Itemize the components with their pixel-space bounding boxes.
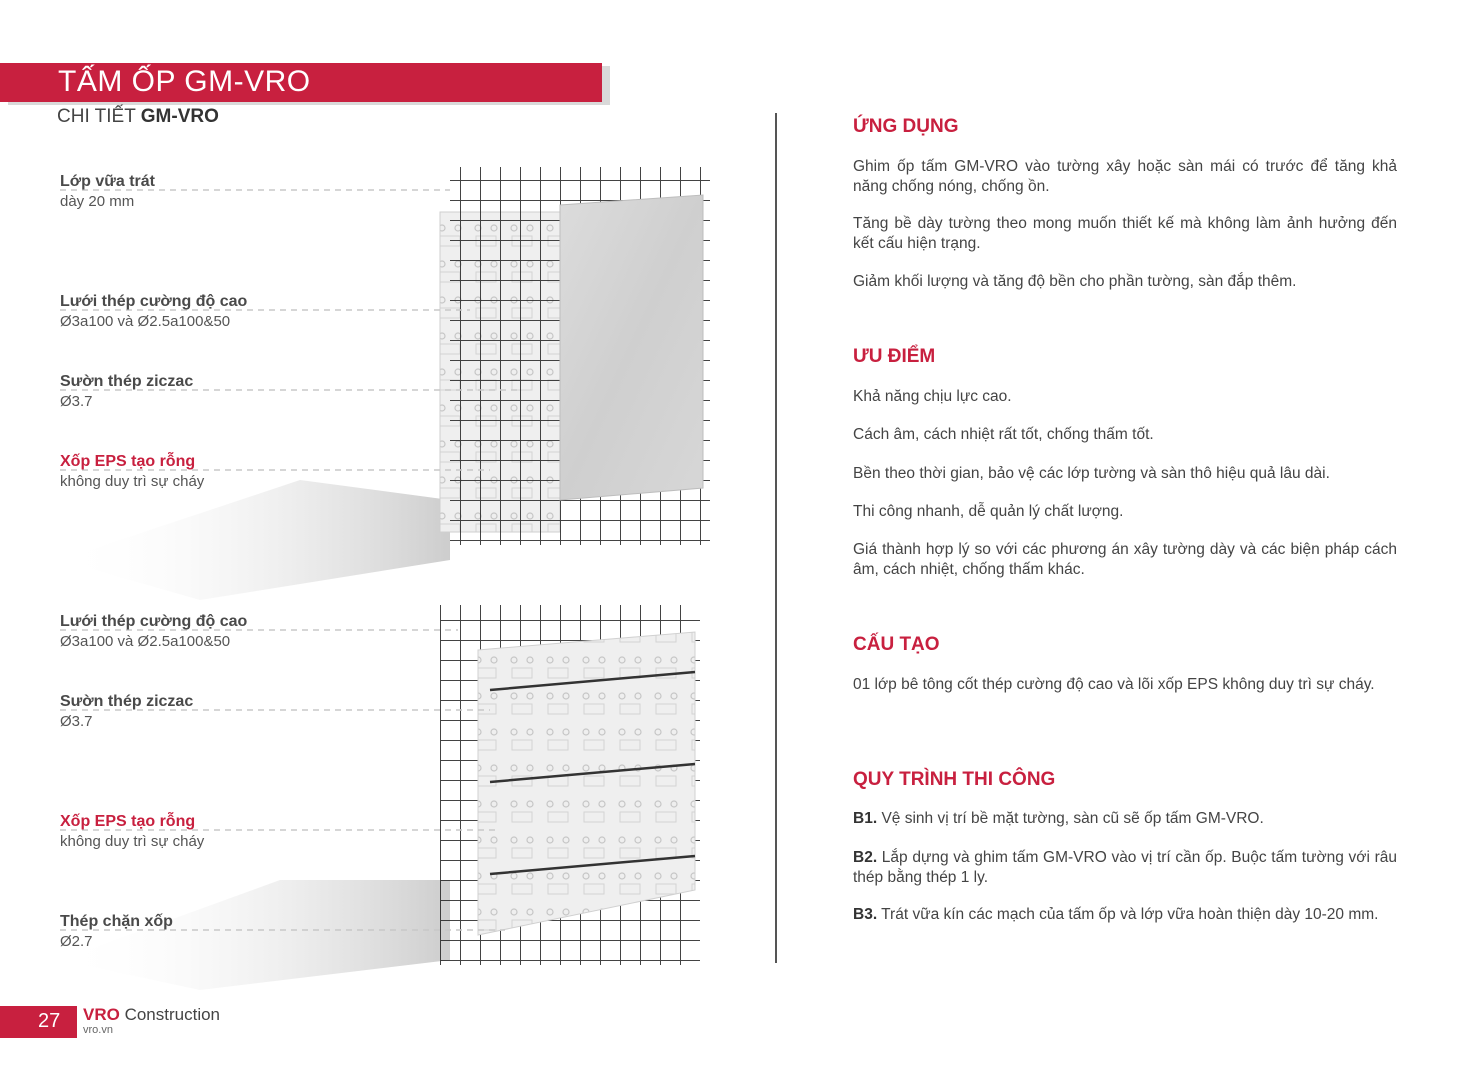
- label-foam-stop-steel: [60, 912, 173, 952]
- brand-rest: Construction: [124, 1005, 221, 1024]
- label-eps-foam-bottom: [60, 812, 204, 852]
- applications-p3: Giảm khối lượng và tăng độ bền cho phần tường, sàn đắp thêm.: [853, 273, 1297, 290]
- label-title: Xốp EPS tạo rỗng: [60, 453, 196, 470]
- heading-process: QUY TRÌNH THI CÔNG: [853, 769, 1056, 790]
- advantages-p2: Cách âm, cách nhiệt rất tốt, chống thấm tốt.: [853, 426, 1154, 443]
- process-step-1: [853, 809, 1397, 829]
- label-ziczac-ribs-bottom: [60, 692, 193, 732]
- label-desc: dày 20 mm: [60, 193, 135, 210]
- heading-advantages: ƯU ĐIỂM: [853, 346, 936, 367]
- step-text: Lắp dựng và ghim tấm GM-VRO vào vị trí cần ốp. Buộc tấm tường với râu thép bằng thép 1 ly.: [853, 849, 1397, 886]
- shadow-top: [60, 480, 450, 600]
- label-title: Sườn thép ziczac: [60, 373, 194, 390]
- advantages-p3: Bền theo thời gian, bảo vệ các lớp tường và sàn thô hiệu quả lâu dài.: [853, 465, 1330, 482]
- heading-applications: ỨNG DỤNG: [853, 116, 959, 137]
- page-number: 27: [38, 1010, 61, 1032]
- page-title: TẤM ỐP GM-VRO: [58, 65, 311, 98]
- advantages-p1: Khả năng chịu lực cao.: [853, 388, 1012, 405]
- footer-brand: [83, 1005, 220, 1025]
- advantages-p5: Giá thành hợp lý so với các phương án xây tường dày và các biện pháp cách âm, cách nhiệt, chống thấm khác.: [853, 541, 1397, 578]
- step-text: Trát vữa kín các mạch của tấm ốp và lớp vữa hoàn thiện dày 10-20 mm.: [881, 906, 1379, 923]
- label-title: Thép chặn xốp: [60, 913, 173, 930]
- label-steel-mesh: [60, 292, 247, 332]
- bottom-eps-panel: [478, 632, 695, 935]
- label-desc: Ø3.7: [60, 393, 93, 410]
- label-title: Lưới thép cường độ cao: [60, 293, 248, 310]
- step-label: B1.: [853, 810, 878, 827]
- label-title: Sườn thép ziczac: [60, 693, 194, 710]
- label-ziczac-ribs: [60, 372, 193, 412]
- label-plaster-layer: [60, 172, 155, 212]
- label-desc: Ø3a100 và Ø2.5a100&50: [60, 313, 231, 330]
- footer-website[interactable]: vro.vn: [83, 1024, 113, 1036]
- advantages-p4: Thi công nhanh, dễ quản lý chất lượng.: [853, 503, 1124, 520]
- brand-bold: VRO: [83, 1005, 120, 1024]
- step-label: B2.: [853, 849, 878, 866]
- label-desc: không duy trì sự cháy: [60, 833, 205, 850]
- subtitle-bold: GM-VRO: [140, 106, 219, 127]
- label-title: Lớp vữa trát: [60, 173, 155, 190]
- column-divider: [775, 113, 777, 963]
- top-plaster-layer: [560, 195, 703, 500]
- heading-structure: CẤU TẠO: [853, 634, 940, 655]
- structure-p1: 01 lớp bê tông cốt thép cường độ cao và lõi xốp EPS không duy trì sự cháy.: [853, 676, 1375, 693]
- applications-p2: Tăng bề dày tường theo mong muốn thiết kế mà không làm ảnh hưởng đến kết cấu hiện trạng.: [853, 215, 1397, 252]
- label-title: Lưới thép cường độ cao: [60, 613, 248, 630]
- step-text: Vệ sinh vị trí bề mặt tường, sàn cũ sẽ ốp tấm GM-VRO.: [881, 810, 1264, 827]
- label-desc: Ø2.7: [60, 933, 93, 950]
- step-label: B3.: [853, 906, 878, 923]
- label-desc: Ø3.7: [60, 713, 93, 730]
- label-eps-foam: [60, 452, 204, 492]
- applications-p1: Ghim ốp tấm GM-VRO vào tường xây hoặc sàn mái có trước để tăng khả năng chống nóng, chống ồn.: [853, 158, 1397, 195]
- label-steel-mesh-bottom: [60, 612, 247, 652]
- label-desc: không duy trì sự cháy: [60, 473, 205, 490]
- label-desc: Ø3a100 và Ø2.5a100&50: [60, 633, 231, 650]
- process-step-2: [853, 848, 1397, 888]
- label-title: Xốp EPS tạo rỗng: [60, 813, 196, 830]
- process-step-3: [853, 905, 1397, 925]
- subtitle-prefix: CHI TIẾT: [57, 106, 136, 127]
